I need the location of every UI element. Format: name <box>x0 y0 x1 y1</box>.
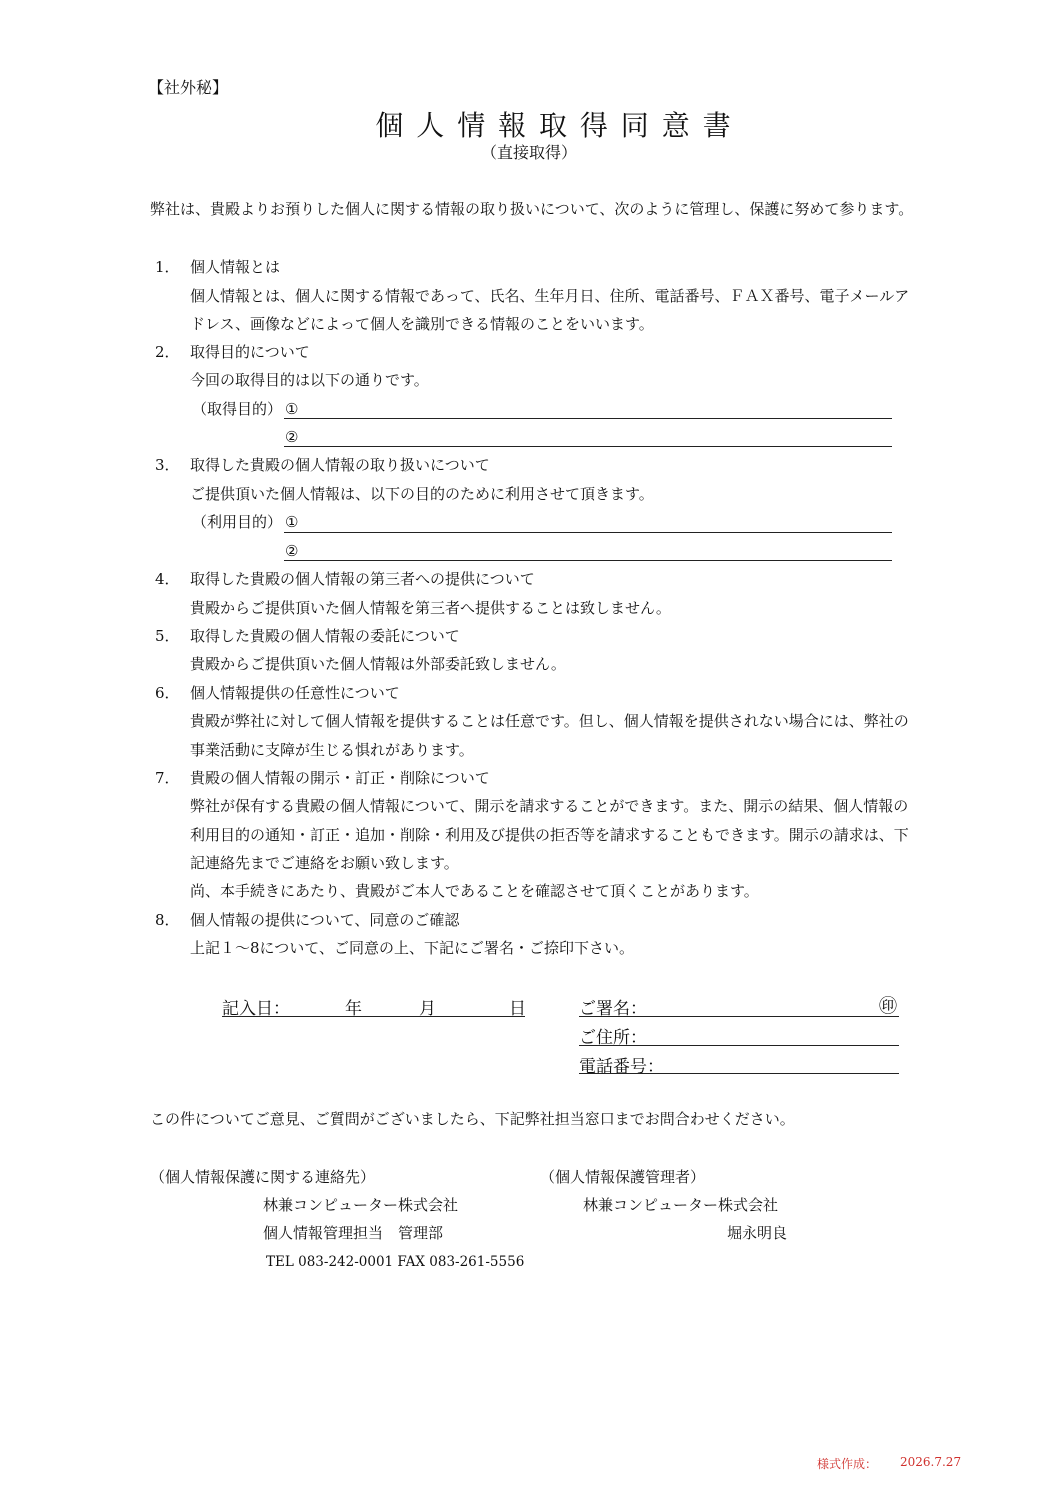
purpose-line-2[interactable] <box>284 446 892 447</box>
section-number: 2． <box>155 343 180 361</box>
footer-date: 2026.7.27 <box>900 1455 962 1469</box>
section-number: 3． <box>155 456 180 474</box>
section-number: 8． <box>155 911 180 929</box>
usage-line-1[interactable] <box>284 532 892 533</box>
section-text: ご提供頂いた個人情報は、以下の目的のために利用させて頂きます。 <box>190 485 654 503</box>
section-number: 1． <box>155 258 180 276</box>
section-heading: 貴殿の個人情報の開示・訂正・削除について <box>190 769 490 787</box>
usage-line-2[interactable] <box>284 560 892 561</box>
section-text: 今回の取得目的は以下の通りです。 <box>190 371 429 389</box>
intro-text: 弊社は、貴殿よりお預りした個人に関する情報の取り扱いについて、次のように管理し、保護に努めて参ります。 <box>150 200 914 218</box>
contact-department: 個人情報管理担当 管理部 <box>263 1224 444 1242</box>
field-marker: ② <box>285 542 299 560</box>
section-heading: 取得した貴殿の個人情報の委託について <box>190 627 460 645</box>
field-marker: ① <box>285 400 299 418</box>
section-text: 利用目的の通知・訂正・追加・削除・利用及び提供の拒否等を請求することもできます。開示の請求は、下 <box>190 826 909 844</box>
section-heading: 取得した貴殿の個人情報の第三者への提供について <box>190 570 535 588</box>
section-text: 貴殿からご提供頂いた個人情報は外部委託致しません。 <box>190 655 566 673</box>
manager-company: 林兼コンピューター株式会社 <box>583 1196 779 1214</box>
name-line[interactable] <box>579 1016 899 1017</box>
document-title: 個 人 情 報 取 得 同 意 書 <box>375 109 733 142</box>
confidential-tag: 【社外秘】 <box>148 78 229 97</box>
month-label: 月 <box>419 999 436 1019</box>
date-line[interactable] <box>222 1016 525 1017</box>
phone-label: 電話番号： <box>579 1057 664 1077</box>
section-text: 事業活動に支障が生じる惧れがあります。 <box>190 741 474 759</box>
contact-tel-fax: TEL 083-242-0001 FAX 083-261-5556 <box>266 1254 525 1270</box>
section-number: 6． <box>155 684 180 702</box>
section-text: 上記１～8について、ご同意の上、下記にご署名・ご捺印下さい。 <box>190 939 634 957</box>
address-label: ご住所： <box>579 1028 647 1048</box>
purpose-line-1[interactable] <box>284 418 892 419</box>
field-marker: ① <box>285 513 299 531</box>
section-heading: 取得目的について <box>190 343 310 361</box>
section-heading: 個人情報の提供について、同意のご確認 <box>190 911 460 929</box>
section-heading: 取得した貴殿の個人情報の取り扱いについて <box>190 456 490 474</box>
usage-field-label: （利用目的） <box>192 513 283 531</box>
section-text: ドレス、画像などによって個人を識別できる情報のことをいいます。 <box>190 315 654 333</box>
section-number: 7． <box>155 769 180 787</box>
inquiry-text: この件についてご意見、ご質問がございましたら、下記弊社担当窓口までお問合わせください。 <box>150 1110 795 1128</box>
section-text: 個人情報とは、個人に関する情報であって、氏名、生年月日、住所、電話番号、ＦＡＸ番号、電子メールア <box>190 287 910 305</box>
footer-label: 様式作成： <box>817 1457 878 1471</box>
manager-heading: （個人情報保護管理者） <box>540 1168 706 1186</box>
document-subtitle: （直接取得） <box>480 143 577 162</box>
name-label: ご署名： <box>579 999 647 1019</box>
section-text: 貴殿が弊社に対して個人情報を提供することは任意です。但し、個人情報を提供されない場合には、弊社の <box>190 712 909 730</box>
section-text: 弊社が保有する貴殿の個人情報について、開示を請求することができます。また、開示の結果、個人情報の <box>190 797 909 815</box>
contact-heading: （個人情報保護に関する連絡先） <box>150 1168 376 1186</box>
section-number: 4． <box>155 570 180 588</box>
phone-line[interactable] <box>579 1073 899 1074</box>
year-label: 年 <box>345 999 362 1019</box>
section-text: 貴殿からご提供頂いた個人情報を第三者へ提供することは致しません。 <box>190 599 671 617</box>
purpose-field-label: （取得目的） <box>192 400 283 418</box>
address-line[interactable] <box>579 1045 899 1046</box>
contact-company: 林兼コンピューター株式会社 <box>263 1196 459 1214</box>
section-heading: 個人情報とは <box>190 258 281 276</box>
seal-icon: ㊞ <box>879 996 897 1017</box>
section-number: 5． <box>155 627 180 645</box>
date-label: 記入日： <box>222 999 290 1019</box>
section-text: 記連絡先までご連絡をお願い致します。 <box>190 854 459 872</box>
field-marker: ② <box>285 428 299 446</box>
section-text: 尚、本手続きにあたり、貴殿がご本人であることを確認させて頂くことがあります。 <box>190 882 759 900</box>
section-heading: 個人情報提供の任意性について <box>190 684 400 702</box>
manager-name: 堀永明良 <box>727 1224 788 1242</box>
day-label: 日 <box>509 999 526 1019</box>
